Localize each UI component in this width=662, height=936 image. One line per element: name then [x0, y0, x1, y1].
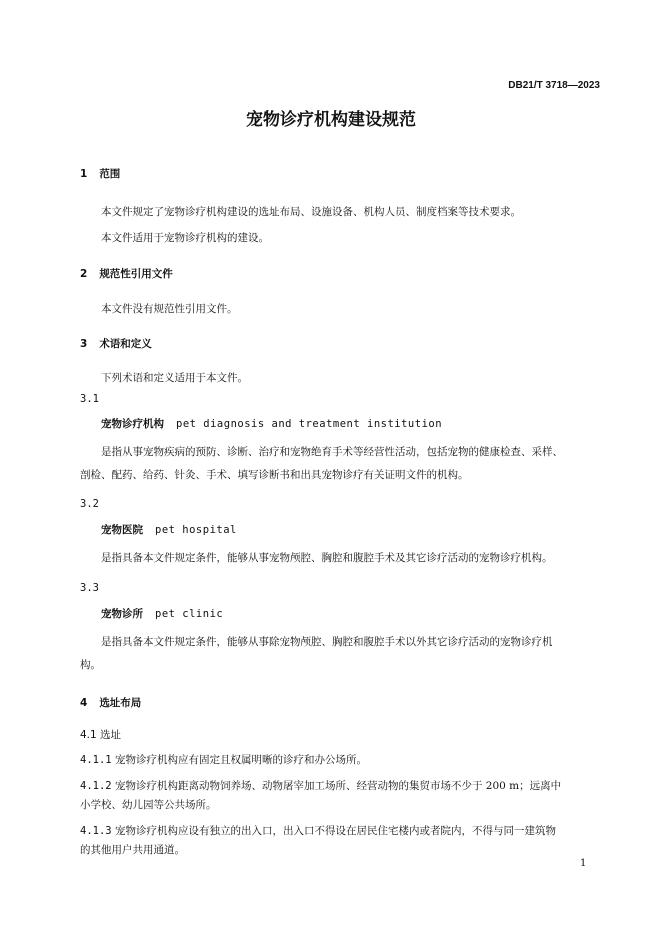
- section-2-paragraph-1: 本文件没有规范性引用文件。: [101, 303, 238, 315]
- term-3-1-heading: [101, 414, 442, 432]
- section-1-paragraph-1: 本文件规定了宠物诊疗机构建设的选址布局、设施设备、机构人员、制度档案等技术要求。: [101, 206, 521, 218]
- subsection-number: 4.1: [80, 729, 97, 741]
- page-number: 1: [580, 858, 587, 869]
- term-3-2-definition: 是指具备本文件规定条件，能够从事宠物颅腔、胸腔和腹腔手术及其它诊疗活动的宠物诊疗机构。: [101, 552, 553, 564]
- term-3-3-number: 3.3: [80, 582, 99, 594]
- term-english: pet clinic: [155, 608, 224, 620]
- document-title: 宠物诊疗机构建设规范: [246, 110, 416, 130]
- section-4-heading: [80, 695, 141, 710]
- clause-number: 4.1.1: [80, 754, 112, 766]
- term-3-2-heading: [101, 520, 237, 538]
- section-1-heading: [80, 166, 120, 181]
- term-3-3-definition-line-2: 构。: [80, 659, 101, 671]
- term-3-1-definition-line-2: 剖检、配药、给药、针灸、手术、填写诊断书和出具宠物诊疗有关证明文件的机构。: [80, 469, 469, 481]
- section-1-paragraph-2: 本文件适用于宠物诊疗机构的建设。: [101, 232, 269, 244]
- clause-4-1-2-line-1: [80, 778, 561, 793]
- clause-text: 宠物诊疗机构应有固定且权属明晰的诊疗和办公场所。: [114, 754, 367, 766]
- clause-4-1-3-line-2: 的其他用户共用通道。: [80, 844, 185, 856]
- section-title: 选址布局: [99, 697, 142, 709]
- term-english: pet hospital: [155, 524, 237, 536]
- clause-4-1-3-line-1: [80, 823, 556, 838]
- standard-code: DB21/T 3718—2023: [508, 80, 600, 91]
- subsection-title: 选址: [100, 729, 122, 741]
- term-chinese: 宠物诊疗机构: [101, 418, 164, 430]
- term-3-3-heading: [101, 604, 223, 622]
- term-3-2-number: 3.2: [80, 498, 99, 510]
- term-3-3-definition-line-1: 是指具备本文件规定条件，能够从事除宠物颅腔、胸腔和腹腔手术以外其它诊疗活动的宠物诊疗机: [101, 636, 553, 648]
- section-title: 术语和定义: [99, 338, 152, 350]
- term-chinese: 宠物诊所: [101, 608, 143, 620]
- section-title: 范围: [99, 168, 121, 180]
- section-3-heading: [80, 336, 152, 351]
- clause-text: 宠物诊疗机构距离动物饲养场、动物屠宰加工场所、经营动物的集贸市场不少于 200 m；远离中: [114, 780, 562, 792]
- term-3-1-number: 3.1: [80, 393, 99, 405]
- term-english: pet diagnosis and treatment institution: [176, 418, 443, 430]
- clause-number: 4.1.3: [80, 825, 112, 837]
- section-number: 4: [80, 697, 88, 709]
- section-number: 3: [80, 338, 88, 350]
- section-2-heading: [80, 266, 173, 281]
- term-chinese: 宠物医院: [101, 524, 143, 536]
- section-number: 1: [80, 168, 88, 180]
- section-3-intro: 下列术语和定义适用于本文件。: [101, 372, 248, 384]
- clause-number: 4.1.2: [80, 780, 112, 792]
- section-number: 2: [80, 268, 88, 280]
- clause-4-1-2-line-2: 小学校、幼儿园等公共场所。: [80, 799, 217, 811]
- term-3-1-definition-line-1: 是指从事宠物疾病的预防、诊断、治疗和宠物绝育手术等经营性活动，包括宠物的健康检查、采样、: [101, 446, 563, 458]
- subsection-4-1-heading: [80, 727, 121, 742]
- clause-4-1-1: [80, 752, 367, 767]
- section-title: 规范性引用文件: [99, 268, 173, 280]
- clause-text: 宠物诊疗机构应设有独立的出入口，出入口不得设在居民住宅楼内或者院内，不得与同一建筑物: [114, 825, 556, 837]
